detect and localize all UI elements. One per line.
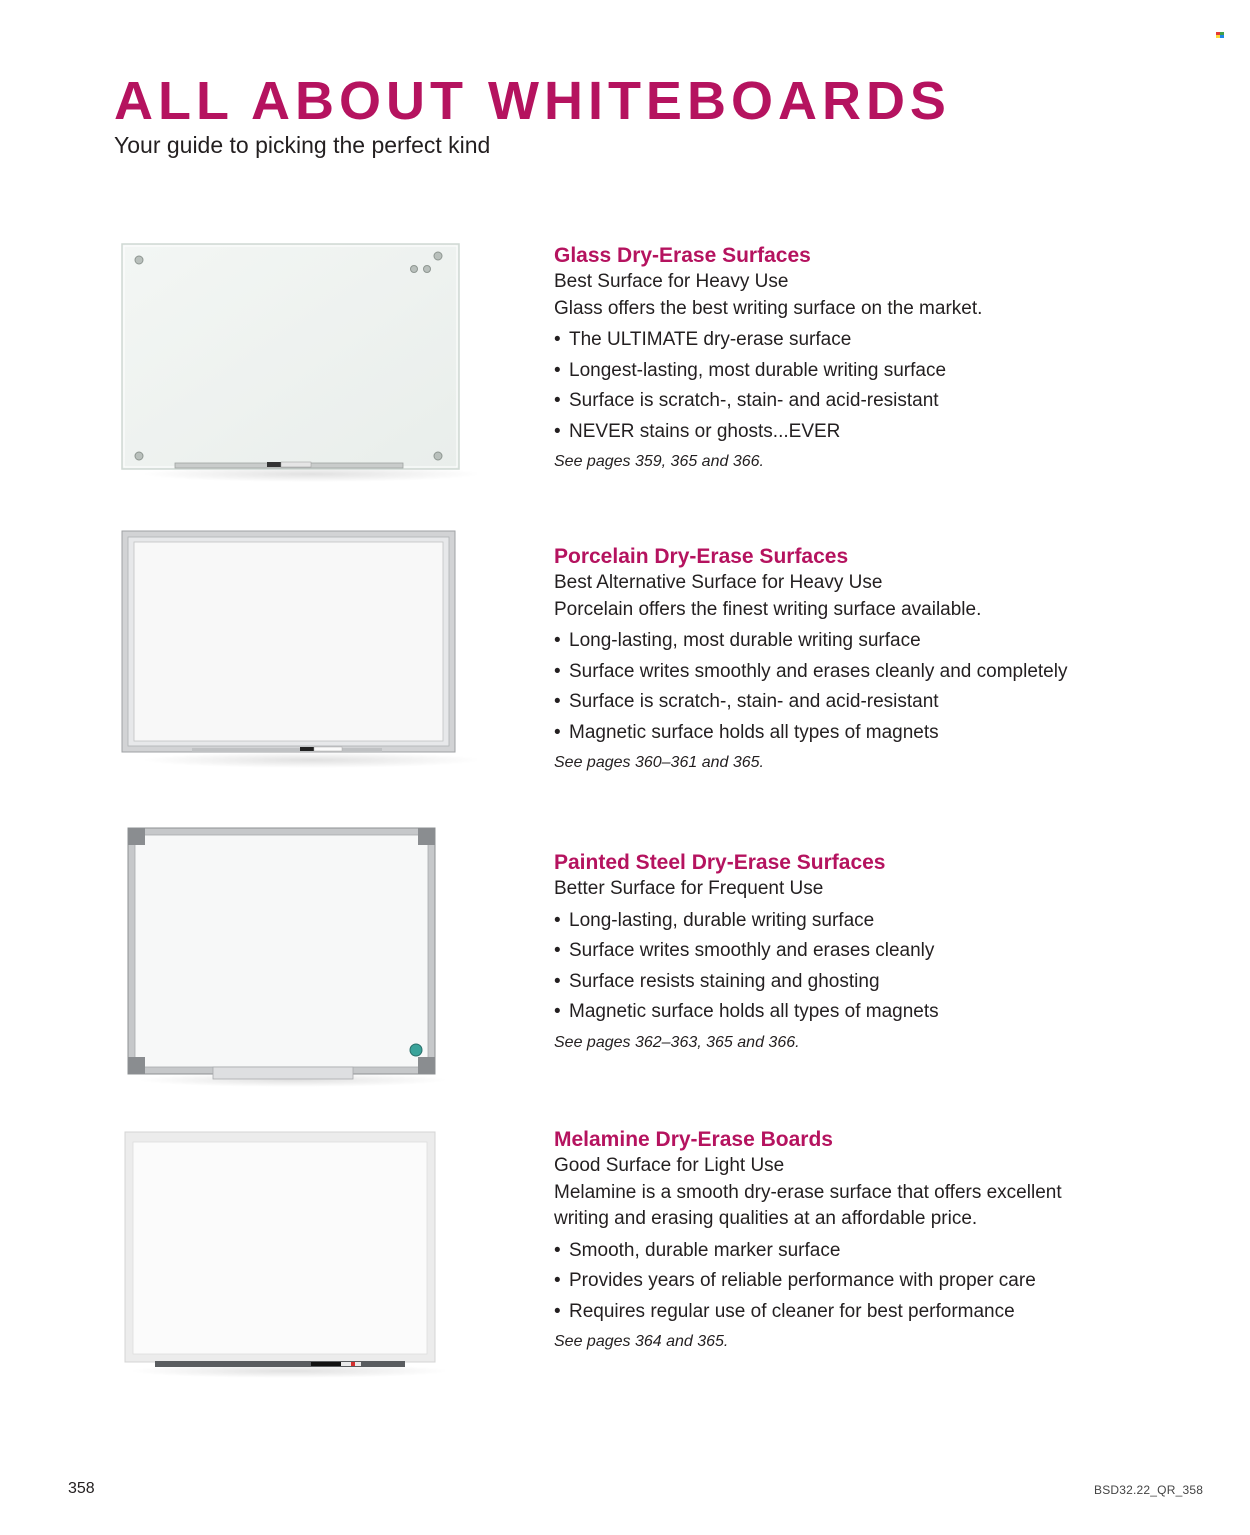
list-item: • Smooth, durable marker surface bbox=[554, 1236, 1214, 1267]
bullet-icon: • bbox=[554, 909, 561, 931]
page-title: ALL ABOUT WHITEBOARDS bbox=[114, 71, 951, 131]
bullet-icon: • bbox=[554, 1270, 561, 1292]
list-item: • Requires regular use of cleaner for best performance bbox=[554, 1297, 1214, 1328]
list-item: • Magnetic surface holds all types of magnets bbox=[554, 718, 1214, 749]
page-subtitle: Your guide to picking the perfect kind bbox=[114, 132, 491, 158]
page-reference: See pages 362–363, 365 and 366. bbox=[554, 1033, 800, 1051]
section-heading: Painted Steel Dry-Erase Surfaces bbox=[554, 851, 886, 874]
porcelain-section bbox=[554, 543, 1214, 778]
bullet-icon: • bbox=[554, 970, 561, 992]
list-item: • NEVER stains or ghosts...EVER bbox=[554, 417, 1214, 448]
bullet-icon: • bbox=[554, 940, 561, 962]
feature-list bbox=[554, 1236, 1214, 1328]
page-number: 358 bbox=[68, 1480, 95, 1497]
bullet-icon: • bbox=[554, 359, 561, 381]
list-item: • Surface is scratch-, stain- and acid-resistant bbox=[554, 687, 1214, 718]
section-heading: Melamine Dry-Erase Boards bbox=[554, 1128, 833, 1151]
bullet-icon: • bbox=[554, 1239, 561, 1261]
list-item: • Surface is scratch-, stain- and acid-resistant bbox=[554, 386, 1214, 417]
bullet-icon: • bbox=[554, 1300, 561, 1322]
feature-list bbox=[554, 626, 1214, 748]
section-rating: Best Surface for Heavy Use bbox=[554, 271, 789, 292]
bullet-icon: • bbox=[554, 1001, 561, 1023]
glass-section bbox=[554, 242, 1214, 477]
section-description: Porcelain offers the finest writing surface available. bbox=[554, 598, 982, 620]
page-reference: See pages 359, 365 and 366. bbox=[554, 453, 764, 471]
list-item: • Magnetic surface holds all types of magnets bbox=[554, 997, 1214, 1028]
section-description: Melamine is a smooth dry-erase surface that offers excellent bbox=[554, 1181, 1062, 1203]
section-description: writing and erasing qualities at an affordable price. bbox=[554, 1208, 978, 1229]
list-item: • The ULTIMATE dry-erase surface bbox=[554, 325, 1214, 356]
section-heading: Porcelain Dry-Erase Surfaces bbox=[554, 545, 849, 568]
section-rating: Good Surface for Light Use bbox=[554, 1155, 785, 1176]
painted-steel-section bbox=[554, 849, 1214, 1058]
bullet-icon: • bbox=[554, 691, 561, 713]
melamine-section bbox=[554, 1126, 1214, 1357]
corner-color-mark bbox=[1216, 32, 1225, 39]
porcelain-whiteboard-image bbox=[112, 524, 477, 768]
bullet-icon: • bbox=[554, 630, 561, 651]
list-item: • Surface resists staining and ghosting bbox=[554, 967, 1214, 998]
bullet-icon: • bbox=[554, 329, 561, 350]
page-reference: See pages 360–361 and 365. bbox=[554, 754, 764, 772]
bullet-icon: • bbox=[554, 390, 561, 412]
painted-steel-whiteboard-image bbox=[118, 818, 448, 1088]
section-description: Glass offers the best writing surface on the market. bbox=[554, 297, 983, 319]
list-item: • Long-lasting, durable writing surface bbox=[554, 906, 1214, 937]
bullet-icon: • bbox=[554, 420, 561, 442]
section-heading: Glass Dry-Erase Surfaces bbox=[554, 244, 811, 267]
bullet-icon: • bbox=[554, 660, 561, 682]
list-item: • Surface writes smoothly and erases cleanly bbox=[554, 936, 1214, 967]
section-rating: Better Surface for Frequent Use bbox=[554, 878, 824, 899]
bullet-icon: • bbox=[554, 721, 561, 743]
melamine-whiteboard-image bbox=[115, 1124, 445, 1379]
list-item: • Provides years of reliable performance with proper care bbox=[554, 1266, 1214, 1297]
glass-whiteboard-image bbox=[112, 236, 477, 484]
page-reference: See pages 364 and 365. bbox=[554, 1333, 729, 1351]
document-code: BSD32.22_QR_358 bbox=[1094, 1483, 1204, 1497]
list-item: • Long-lasting, most durable writing surface bbox=[554, 626, 1214, 657]
feature-list bbox=[554, 906, 1214, 1028]
section-rating: Best Alternative Surface for Heavy Use bbox=[554, 572, 883, 593]
list-item: • Surface writes smoothly and erases cleanly and completely bbox=[554, 657, 1214, 688]
feature-list bbox=[554, 325, 1214, 447]
list-item: • Longest-lasting, most durable writing surface bbox=[554, 356, 1214, 387]
